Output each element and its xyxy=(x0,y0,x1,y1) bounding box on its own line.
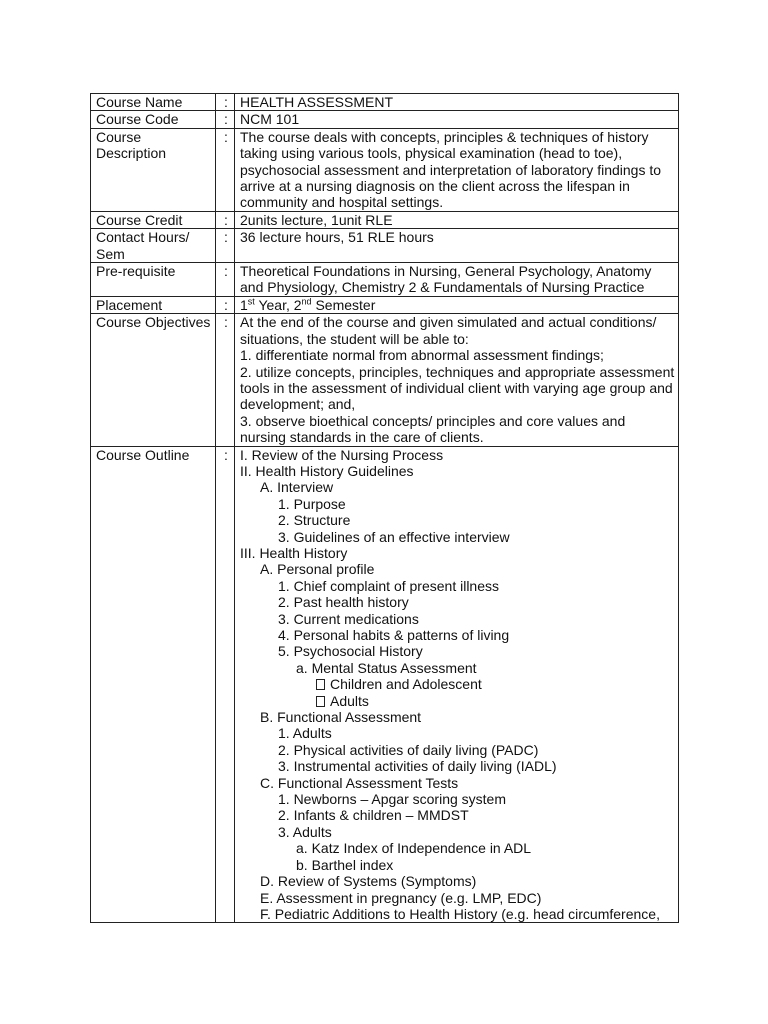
row-label: Course Description xyxy=(91,128,216,211)
row-label: Course Objectives xyxy=(91,314,216,446)
row-course-description xyxy=(91,128,679,211)
outline-item: F. Pediatric Additions to Health History (e.g. head circumference, xyxy=(260,905,660,922)
row-label: Course Name xyxy=(91,94,216,111)
outline-item: 2. Physical activities of daily living (PADC) xyxy=(278,741,539,758)
checkbox-bullet-icon xyxy=(316,679,325,690)
outline-item: 1. Adults xyxy=(278,725,332,742)
placement-year-text: Year, xyxy=(254,296,294,313)
separator-colon: : xyxy=(216,446,235,923)
separator-colon: : xyxy=(216,94,235,111)
outline-item-text: Adults xyxy=(330,692,369,709)
outline-item: II. Health History Guidelines xyxy=(240,462,414,479)
outline-item: b. Barthel index xyxy=(296,856,394,873)
outline-item: B. Functional Assessment xyxy=(260,709,422,726)
separator-colon: : xyxy=(216,314,235,446)
course-syllabus-table xyxy=(90,93,679,923)
outline-item: 2. Infants & children – MMDST xyxy=(278,807,469,824)
separator-colon: : xyxy=(216,211,235,228)
row-course-code xyxy=(91,111,679,128)
outline-item: C. Functional Assessment Tests xyxy=(260,774,459,791)
prerequisite-value: Theoretical Foundations in Nursing, General Psychology, Anatomy and Physiology, Chemistry 2 & Fundamentals of Nursing Practice xyxy=(235,263,679,297)
row-label: Pre-requisite xyxy=(91,263,216,297)
outline-item: D. Review of Systems (Symptoms) xyxy=(260,873,477,890)
row-course-objectives xyxy=(91,314,679,446)
objective-item: 2. utilize concepts, principles, techniques and appropriate assessment tools in the assessment of individual client with varying age group and development; and, xyxy=(240,363,675,413)
separator-colon: : xyxy=(216,296,235,313)
row-course-credit xyxy=(91,211,679,228)
row-label: Placement xyxy=(91,296,216,313)
placement-semester-number: 2 xyxy=(293,296,302,313)
contact-hours-value: 36 lecture hours, 51 RLE hours xyxy=(235,229,679,263)
objective-item: 1. differentiate normal from abnormal assessment findings; xyxy=(240,347,604,364)
outline-item: 1. Newborns – Apgar scoring system xyxy=(278,791,506,808)
course-description-value: The course deals with concepts, principles & techniques of history taking using various tools, physical examination (head to toe), psychosocial assessment and interpretation of laboratory findings to arrive at a nursing diagnosis on the client across the lifespan in community and hospital settings. xyxy=(235,128,679,211)
row-label: Course Credit xyxy=(91,211,216,228)
outline-item: 2. Past health history xyxy=(278,594,409,611)
row-course-outline xyxy=(91,446,679,923)
checkbox-bullet-icon xyxy=(316,696,325,707)
course-code-value: NCM 101 xyxy=(235,111,679,128)
separator-colon: : xyxy=(216,111,235,128)
separator-colon: : xyxy=(216,128,235,211)
outline-item: a. Katz Index of Independence in ADL xyxy=(296,840,532,857)
row-label: Course Outline xyxy=(91,446,216,923)
outline-item: 2. Structure xyxy=(278,512,351,529)
course-name-value: HEALTH ASSESSMENT xyxy=(235,94,679,111)
course-outline-value xyxy=(235,446,679,923)
outline-item: 1. Purpose xyxy=(278,495,346,512)
course-objectives-value xyxy=(235,314,679,446)
row-label: Contact Hours/ Sem xyxy=(91,229,216,263)
outline-item: I. Review of the Nursing Process xyxy=(240,446,444,463)
outline-item: A. Personal profile xyxy=(260,561,375,578)
outline-item: 4. Personal habits & patterns of living xyxy=(278,627,510,643)
outline-item: 3. Current medications xyxy=(278,610,419,627)
placement-semester-text: Semester xyxy=(311,296,376,313)
outline-item: III. Health History xyxy=(240,544,348,561)
objective-item: 3. observe bioethical concepts/ principles and core values and nursing standards in the care of clients. xyxy=(240,412,626,446)
outline-item: a. Mental Status Assessment xyxy=(296,659,477,676)
placement-semester-suffix: nd xyxy=(301,296,312,307)
outline-item: E. Assessment in pregnancy (e.g. LMP, EDC) xyxy=(260,889,542,906)
outline-item: 1. Chief complaint of present illness xyxy=(278,577,499,594)
outline-bullet-item xyxy=(240,676,675,692)
row-contact-hours xyxy=(91,229,679,263)
outline-item: 3. Instrumental activities of daily living (IADL) xyxy=(278,758,557,775)
course-credit-value: 2units lecture, 1unit RLE xyxy=(235,211,679,228)
outline-item-text: Children and Adolescent xyxy=(330,676,482,693)
outline-item: 5. Psychosocial History xyxy=(278,643,423,660)
outline-bullet-item xyxy=(240,693,675,709)
placement-year-suffix: st xyxy=(247,296,255,307)
row-label: Course Code xyxy=(91,111,216,128)
outline-item: A. Interview xyxy=(260,479,334,496)
placement-year-number: 1 xyxy=(240,296,248,313)
separator-colon: : xyxy=(216,229,235,263)
row-course-name xyxy=(91,94,679,111)
outline-item: 3. Adults xyxy=(278,823,332,840)
row-prerequisite xyxy=(91,263,679,297)
separator-colon: : xyxy=(216,263,235,297)
outline-item: 3. Guidelines of an effective interview xyxy=(278,528,510,545)
objectives-intro: At the end of the course and given simulated and actual conditions/ situations, the student will be able to: xyxy=(240,314,657,347)
placement-value xyxy=(235,296,679,313)
row-placement xyxy=(91,296,679,313)
